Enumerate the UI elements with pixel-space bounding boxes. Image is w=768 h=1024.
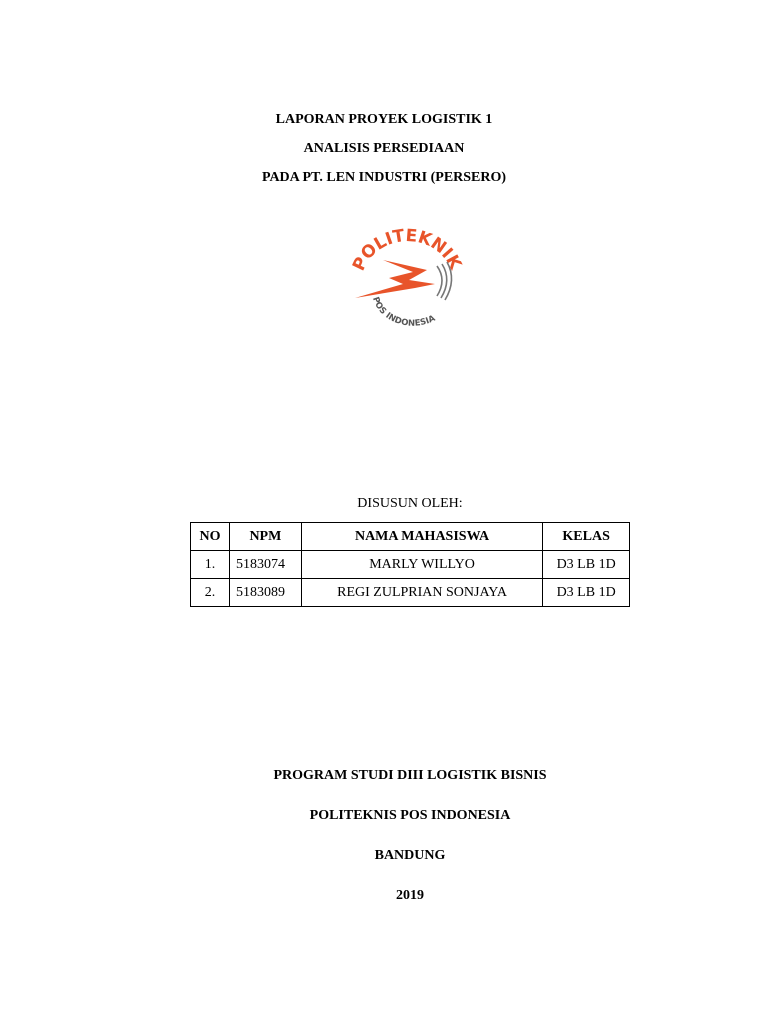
cell-kelas: D3 LB 1D: [543, 551, 630, 579]
col-header-no: NO: [191, 523, 230, 551]
politeknik-pos-logo-icon: [349, 226, 469, 326]
footer-institution: POLITEKNIS POS INDONESIA: [309, 808, 511, 823]
cell-no: 2.: [191, 579, 230, 607]
authors-table: [190, 522, 630, 607]
col-header-npm: NPM: [229, 523, 301, 551]
cell-npm: 5183089: [229, 579, 301, 607]
logo-gray-stripes: [437, 262, 452, 300]
cell-kelas: D3 LB 1D: [543, 579, 630, 607]
cell-no: 1.: [191, 551, 230, 579]
footer-year: 2019: [396, 888, 424, 903]
table-row: [191, 551, 630, 579]
report-title-line-2: ANALISIS PERSEDIAAN: [303, 141, 465, 156]
cell-nama: MARLY WILLYO: [301, 551, 542, 579]
politeknik-pos-logo-svg: [349, 226, 469, 326]
cell-npm: 5183074: [229, 551, 301, 579]
logo-bottom-text: POS INDONESIA: [370, 295, 438, 326]
report-title-line-1: LAPORAN PROYEK LOGISTIK 1: [275, 112, 493, 127]
footer-block: [0, 766, 768, 926]
authors-heading: DISUSUN OLEH:: [357, 496, 463, 511]
report-title-block: [0, 110, 768, 197]
cell-nama: REGI ZULPRIAN SONJAYA: [301, 579, 542, 607]
table-header-row: [191, 523, 630, 551]
report-title-line-3: PADA PT. LEN INDUSTRI (PERSERO): [261, 170, 507, 185]
logo-top-text: POLITEKNIK: [349, 226, 466, 274]
footer-city: BANDUNG: [374, 848, 446, 863]
col-header-kelas: KELAS: [543, 523, 630, 551]
footer-program: PROGRAM STUDI DIII LOGISTIK BISNIS: [273, 768, 547, 783]
table-row: [191, 579, 630, 607]
col-header-nama: NAMA MAHASISWA: [301, 523, 542, 551]
